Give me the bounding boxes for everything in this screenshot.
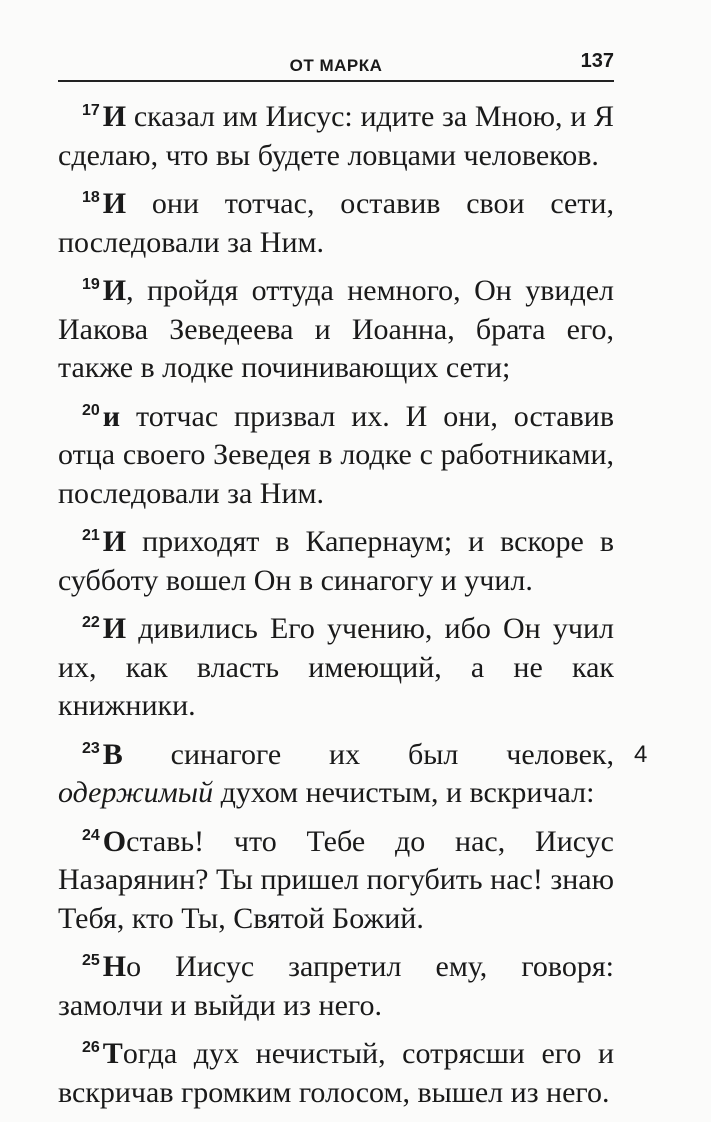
verse-initial: О: [102, 824, 127, 858]
verse-initial: И: [102, 612, 127, 645]
verse-italic-text: одержимый: [58, 776, 214, 809]
verse-number: 26: [82, 1039, 100, 1056]
verse-text: приходят в Капернаум; и вскоре в субботу вошел Он в синагогу и учил.: [58, 525, 614, 597]
verse-number: 21: [82, 527, 100, 544]
verse-23: [58, 736, 648, 813]
verse-24: [58, 823, 614, 939]
verse-text: , пройдя оттуда немного, Он увидел Иакова Зеведеева и Иоанна, брата его, также в лодке починивающих сети;: [58, 274, 614, 384]
verse-text: они тотчас, оставив свои сети, последовали за Ним.: [58, 187, 614, 259]
verse-initial: Н: [102, 950, 127, 983]
verse-initial: Т: [102, 1037, 123, 1070]
verse-25: [58, 948, 614, 1025]
verse-number: 18: [82, 189, 100, 206]
verse-19: [58, 272, 614, 388]
verse-number: 19: [82, 276, 100, 293]
page-number: 137: [580, 50, 614, 72]
verse-21: [58, 523, 614, 600]
verse-initial: И: [102, 187, 127, 220]
verse-initial: И: [102, 100, 127, 133]
verse-number: 20: [82, 401, 100, 419]
verse-20: [58, 398, 614, 514]
verse-number: 23: [82, 739, 100, 757]
verse-initial: И: [102, 274, 127, 307]
verse-initial: и: [102, 399, 121, 433]
running-title: ОТ МАРКА: [289, 56, 383, 75]
verse-22: [58, 610, 614, 726]
verse-initial: В: [102, 737, 123, 771]
scripture-text: [58, 98, 648, 1122]
margin-note: 4: [634, 740, 648, 768]
verse-number: 25: [82, 952, 100, 969]
verse-text: огда дух нечистый, сотрясши его и вскричав громким голосом, вышел из него.: [58, 1037, 614, 1109]
verse-text: духом нечистым, и вскричал:: [213, 776, 595, 809]
verse-number: 24: [82, 826, 100, 844]
verse-18: [58, 185, 614, 262]
page-header: [58, 46, 614, 82]
verse-text: тотчас призвал их. И они, оставив отца своего Зеведея в лодке с работниками, последовали за Ним.: [58, 399, 614, 510]
verse-text: ставь! что Тебе до нас, Иисус Назарянин? Ты пришел погубить нас! знаю Тебя, кто Ты, Святой Божий.: [58, 824, 614, 935]
verse-number: 17: [82, 102, 100, 119]
verse-initial: И: [102, 525, 127, 558]
verse-text: дивились Его учению, ибо Он учил их, как власть имеющий, а не как книжники.: [58, 612, 614, 722]
verse-text: сказал им Иисус: идите за Мною, и Я сделаю, что вы будете ловцами человеков.: [58, 100, 614, 172]
verse-text: синагоге их был человек,: [122, 737, 614, 771]
verse-number: 22: [82, 614, 100, 631]
verse-text: о Иисус запретил ему, говоря: замолчи и выйди из него.: [58, 950, 614, 1022]
verse-17: [58, 98, 614, 175]
verse-26: [58, 1035, 614, 1112]
